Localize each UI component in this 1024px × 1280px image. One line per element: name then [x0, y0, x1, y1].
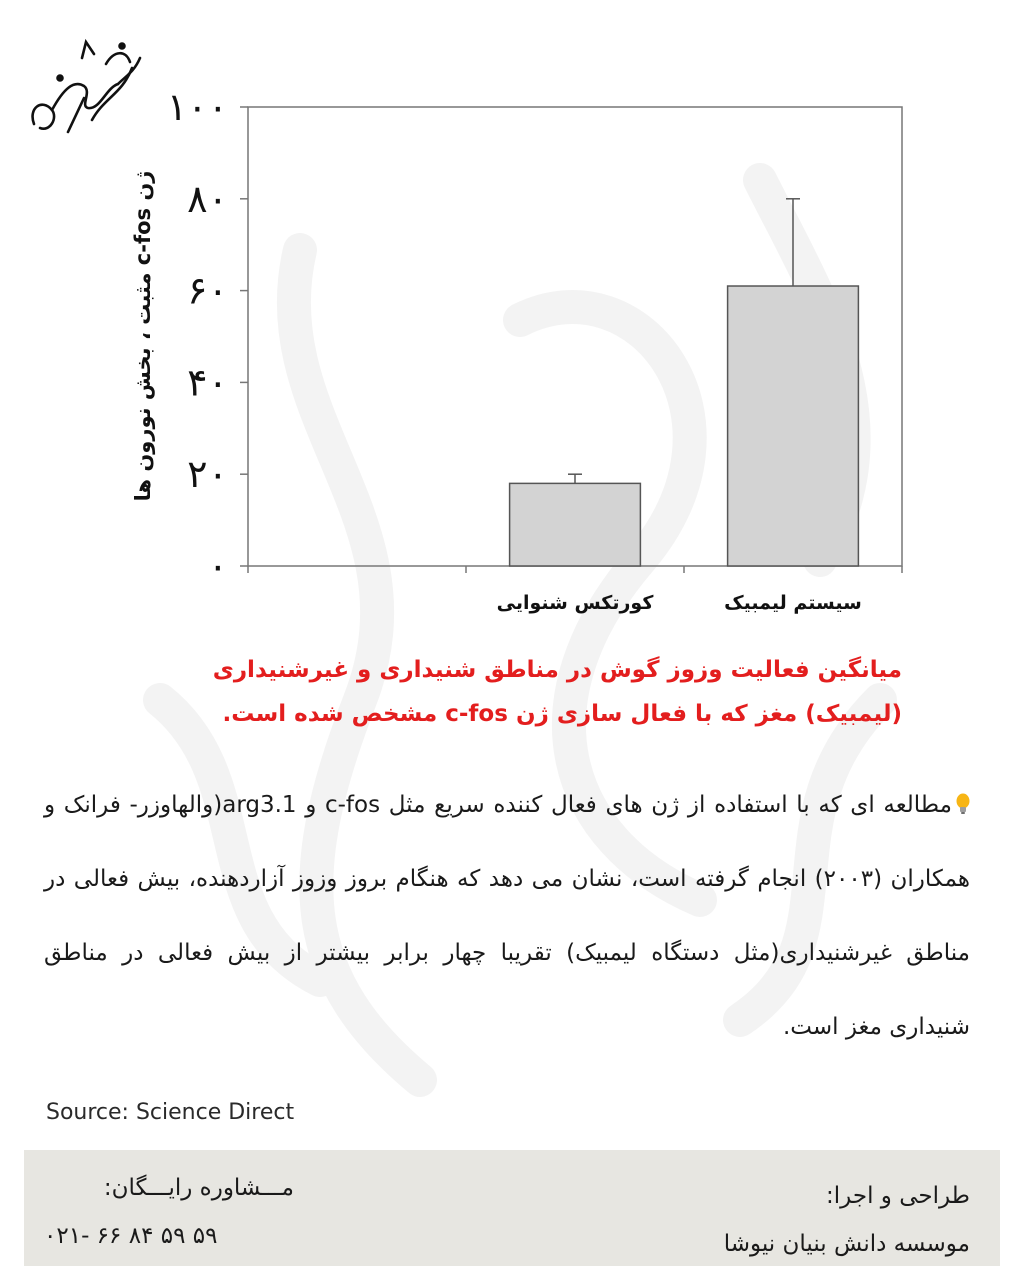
phone-number[interactable]: ٠٢١- ۶۶ ٨۴ ۵٩ ۵٩ [44, 1223, 218, 1249]
y-tick-label: ۶٠ [187, 268, 228, 313]
institute-name: موسسه دانش بنیان نیوشا [723, 1231, 970, 1257]
caption-line-2: (لیمبیک) مغز که با فعال سازی ژن c-fos مشخص شده است. [222, 701, 902, 727]
y-axis-label: ژن c-fos مثبت ، بخش نورون ها [131, 170, 155, 502]
consult-label: مـــشاوره رایـــگان: [103, 1175, 294, 1201]
y-tick-label: ٠ [207, 544, 228, 588]
y-tick-label: ٢٠ [187, 452, 228, 497]
x-category-label: کورتکس شنوایی [496, 592, 654, 614]
y-tick-label: ۴٠ [187, 360, 228, 405]
x-category-label: سیستم لیمبیک [724, 592, 862, 614]
consultation-info [44, 1164, 444, 1260]
bar [510, 483, 641, 566]
lightbulb-icon [956, 793, 970, 815]
design-label: طراحی و اجرا: [826, 1183, 970, 1209]
figure-caption [150, 648, 902, 736]
body-text: مطالعه ای که با استفاده از ژن های فعال کننده سریع مثل c-fos و arg3.1(والهاوزر- فرانک و همکاران (٢٠٠٣) انجام گرفته است، نشان می دهد که هنگام بروز وزوز آزاردهنده، بیش فعالی در مناطق غیرشنیداری(مثل دستگاه لیمبیک) تقریبا چهار برابر بیشتر از بیش فعالی در مناطق شنیداری مغز است. [44, 792, 971, 1040]
footer-bar [24, 1150, 1000, 1266]
caption-line-1: میانگین فعالیت وزوز گوش در مناطق شنیداری و غیرشنیداری [212, 657, 902, 683]
y-tick-label: ١٠٠ [166, 85, 228, 129]
y-tick-label: ٨٠ [187, 176, 228, 221]
design-credit [550, 1172, 970, 1268]
bar [728, 286, 859, 566]
source-citation: Source: Science Direct [46, 1100, 295, 1125]
body-paragraph [44, 768, 970, 1064]
